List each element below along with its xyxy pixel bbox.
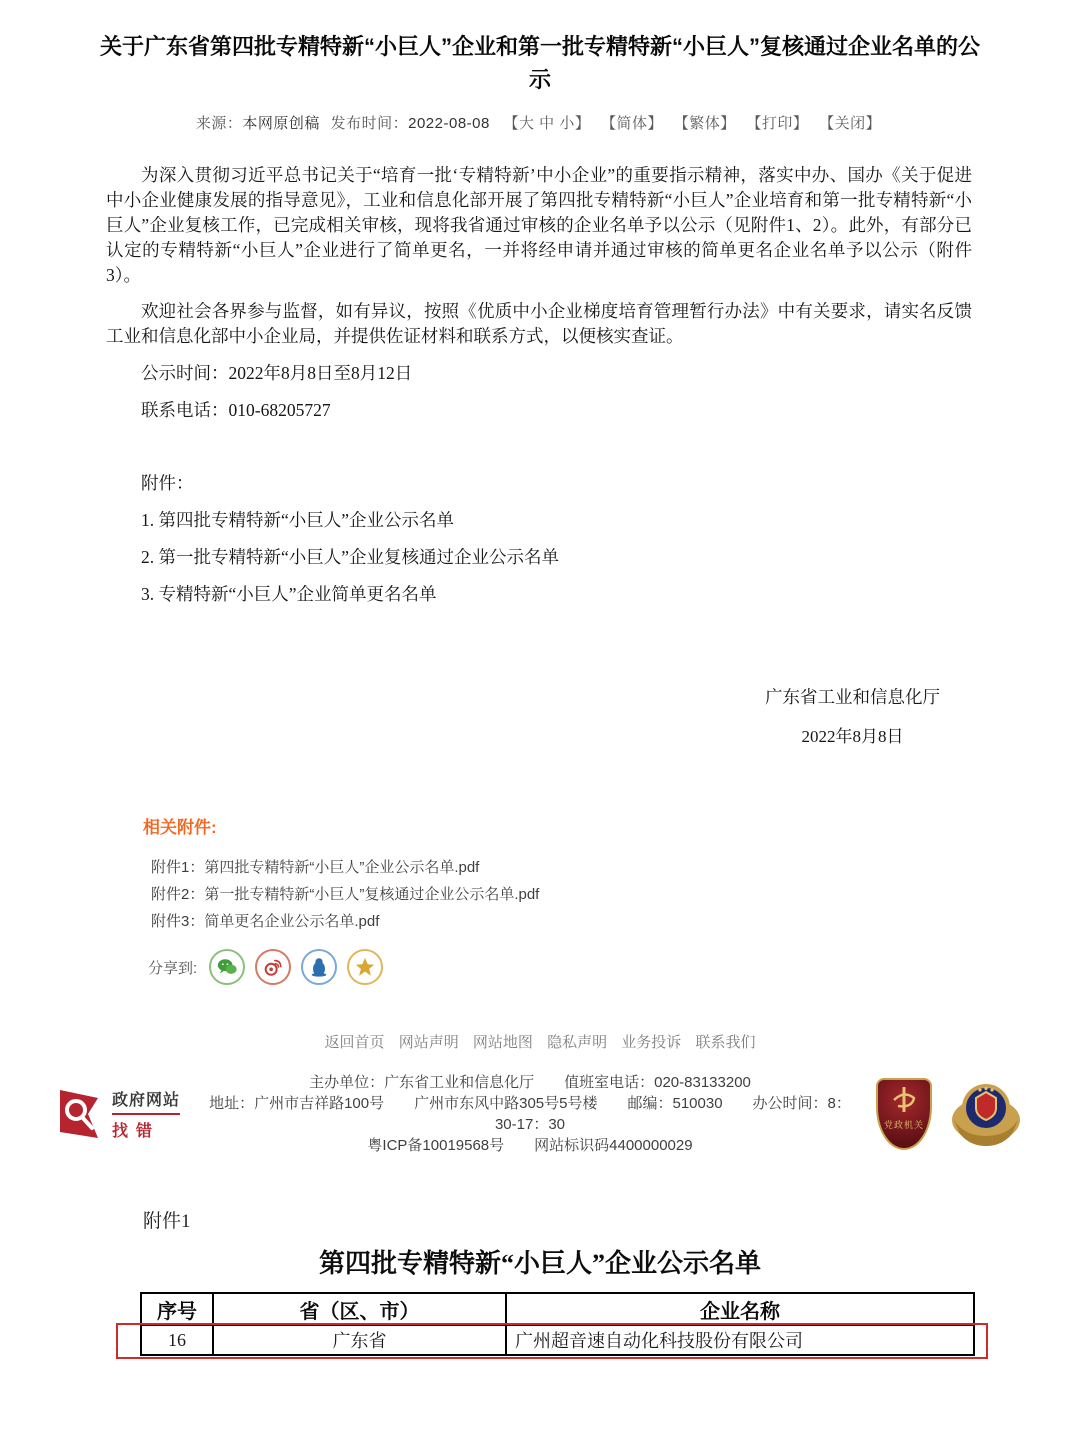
attachments-label: 附件： (141, 473, 194, 493)
article-body (106, 163, 972, 749)
related-file-link-1[interactable]: 附件1：第四批专精特新“小巨人”企业公示名单.pdf (151, 859, 480, 876)
nav-contact-link[interactable]: 联系我们 (695, 1034, 756, 1051)
table-header-row (141, 1293, 974, 1325)
nav-site-statement-link[interactable]: 网站声明 (398, 1034, 459, 1051)
nav-privacy-link[interactable]: 隐私声明 (547, 1034, 608, 1051)
share-row (148, 949, 1080, 985)
footer-address-line: 地址：广州市吉祥路100号 广州市东风中路305号5号楼 邮编：510030 办公时间：8：30-17：30 (209, 1095, 851, 1133)
simplified-control[interactable]: 【简体】 (601, 115, 664, 132)
header-index: 序号 (141, 1293, 213, 1325)
weibo-share-icon[interactable] (255, 949, 291, 985)
roster-table (140, 1292, 975, 1356)
page-title: 关于广东省第四批专精特新“小巨人”企业和第一批专精特新“小巨人”复核通过企业名单的公示 (99, 34, 980, 92)
roster-table-wrap (140, 1292, 975, 1356)
source-value: 本网原创稿 (242, 115, 320, 132)
signature-block (106, 685, 972, 749)
footer-badges (852, 1076, 1022, 1152)
header-province: 省（区、市） (213, 1293, 506, 1325)
cell-index: 16 (141, 1325, 213, 1355)
header-company: 企业名称 (506, 1293, 974, 1325)
font-size-control[interactable]: 【大 中 小】 (503, 115, 591, 132)
appendix-table-title: 第四批专精特新“小巨人”企业公示名单 (318, 1249, 761, 1278)
footer-host-line: 主办单位：广东省工业和信息化厅 值班室电话：020-83133200 (309, 1074, 751, 1091)
party-gov-badge-label: 党政机关 (883, 1120, 924, 1130)
contact-phone: 联系电话：010-68205727 (141, 400, 331, 420)
nav-complaint-link[interactable]: 业务投诉 (621, 1034, 682, 1051)
site-footer (58, 1072, 1022, 1156)
share-label: 分享到: (148, 959, 198, 977)
article-meta (0, 112, 1080, 133)
error-logo-line2: 找错 (112, 1123, 161, 1140)
related-attachments-heading: 相关附件: (143, 818, 217, 837)
related-file-link-3[interactable]: 附件3：简单更名企业公示名单.pdf (151, 913, 380, 930)
close-control[interactable]: 【关闭】 (819, 115, 882, 132)
party-gov-badge[interactable] (876, 1078, 932, 1150)
cyber-police-badge-icon (950, 1076, 1022, 1152)
qzone-share-icon[interactable] (347, 949, 383, 985)
attachment-item-3: 3. 专精特新“小巨人”企业简单更名名单 (141, 584, 437, 604)
error-logo-line1: 政府网站 (112, 1087, 180, 1115)
nav-sitemap-link[interactable]: 网站地图 (472, 1034, 533, 1051)
signature-org: 广东省工业和信息化厅 (765, 687, 940, 707)
signature-date: 2022年8月8日 (801, 727, 904, 746)
publish-time-value: 2022-08-08 (408, 115, 490, 132)
wechat-glyph (216, 956, 238, 978)
publicity-period: 公示时间：2022年8月8日至8月12日 (141, 363, 413, 383)
magnifier-flag-icon (58, 1088, 104, 1140)
source-label: 来源： (195, 115, 243, 132)
weibo-glyph (262, 956, 284, 978)
related-file-link-2[interactable]: 附件2：第一批专精特新“小巨人”复核通过企业公示名单.pdf (151, 886, 540, 903)
attachment-item-1: 1. 第四批专精特新“小巨人”企业公示名单 (141, 510, 455, 530)
gov-site-error-report-button[interactable] (58, 1087, 208, 1141)
publish-time-label: 发布时间： (330, 115, 409, 132)
qq-share-icon[interactable] (301, 949, 337, 985)
nav-home-link[interactable]: 返回首页 (324, 1034, 385, 1051)
table-row (141, 1325, 974, 1355)
appendix-section (0, 1206, 1080, 1356)
attachment-item-2: 2. 第一批专精特新“小巨人”企业复核通过企业公示名单 (141, 547, 560, 567)
traditional-control[interactable]: 【繁体】 (673, 115, 736, 132)
qzone-star-glyph (354, 956, 376, 978)
related-attachments-section (143, 813, 1080, 935)
cell-province: 广东省 (213, 1325, 506, 1355)
footer-nav (0, 1031, 1080, 1052)
appendix-label: 附件1 (143, 1211, 191, 1232)
cyber-police-badge[interactable] (950, 1076, 1022, 1152)
footer-info (208, 1072, 852, 1156)
print-control[interactable]: 【打印】 (746, 115, 809, 132)
paragraph-1: 为深入贯彻习近平总书记关于“培育一批‘专精特新’中小企业”的重要指示精神，落实中办、国办《关于促进中小企业健康发展的指导意见》，工业和信息化部开展了第四批专精特新“小巨人”企业培育和第一批专精特新“小巨人”企业复核工作，已完成相关审核，现将我省通过审核的企业名单予以公示（见附件1、2）。此外，有部分已认定的专精特新“小巨人”企业进行了简单更名，一并将经申请并通过审核的简单更名企业名单予以公示（附件3）。 (106, 165, 972, 285)
cell-company: 广州超音速自动化科技股份有限公司 (506, 1325, 974, 1355)
party-gov-emblem-icon (891, 1086, 917, 1116)
qq-glyph (308, 956, 330, 978)
paragraph-2: 欢迎社会各界参与监督，如有异议，按照《优质中小企业梯度培育管理暂行办法》中有关要求，请实名反馈工业和信息化部中小企业局，并提供佐证材料和联系方式，以便核实查证。 (106, 301, 972, 346)
footer-icp-line: 粤ICP备10019568号 网站标识码4400000029 (367, 1137, 693, 1154)
wechat-share-icon[interactable] (209, 949, 245, 985)
